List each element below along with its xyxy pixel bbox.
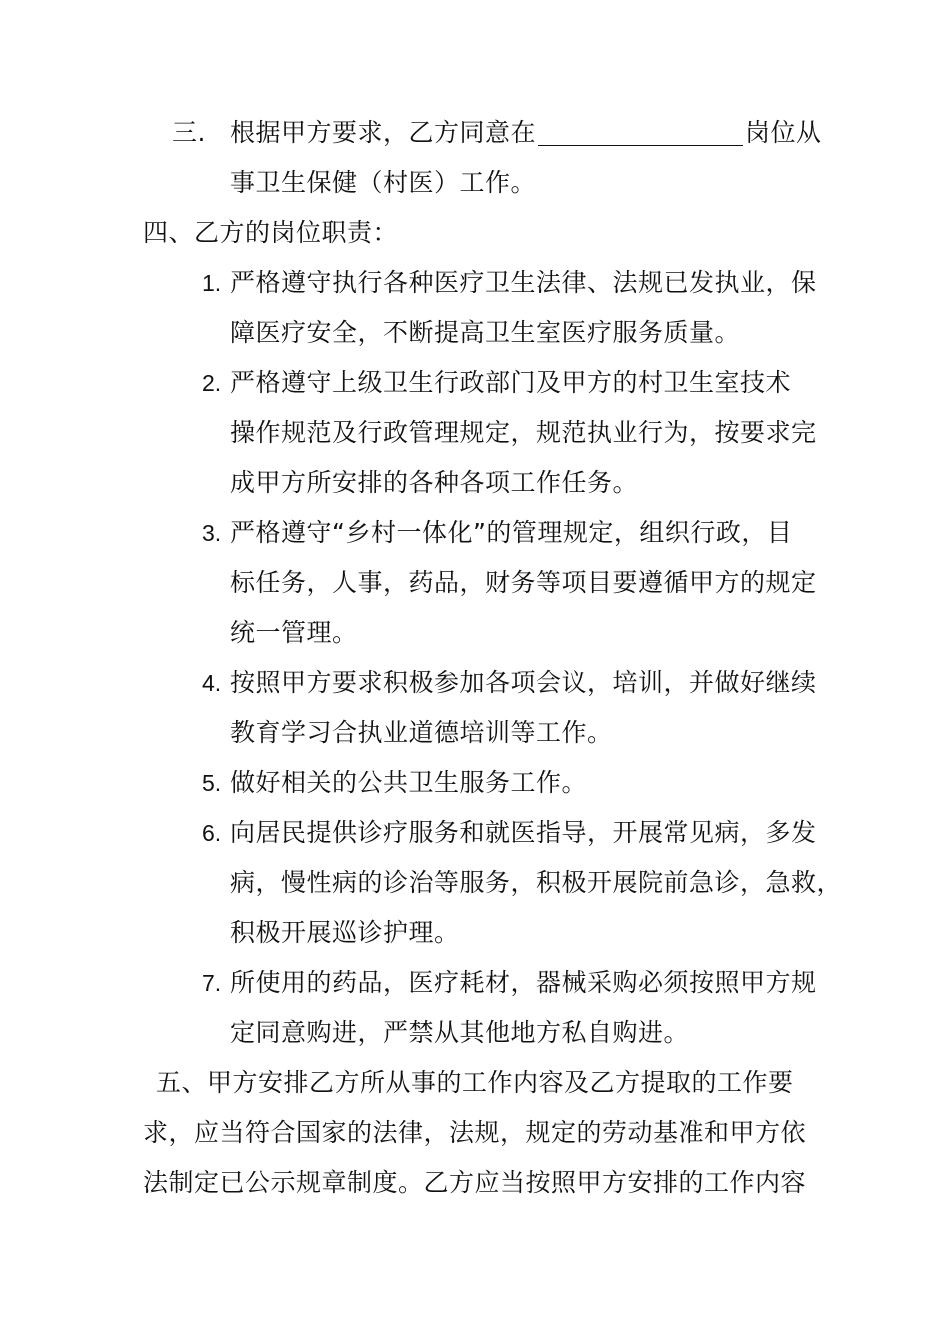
item-4-number: 4. xyxy=(202,670,222,696)
item-1-number: 1. xyxy=(202,270,222,296)
section-3-line-2: 事卫生保健（村医）工作。 xyxy=(230,168,537,197)
item-4-line-2: 教育学习合执业道德培训等工作。 xyxy=(230,718,613,747)
item-6-line-2: 病，慢性病的诊治等服务，积极开展院前急诊，急救， xyxy=(230,868,843,897)
section-3-number: 三. xyxy=(172,118,206,147)
item-2-number: 2. xyxy=(202,370,222,396)
item-7-line-1: 所使用的药品，医疗耗材，器械采购必须按照甲方规 xyxy=(230,968,817,997)
item-3-line-1: 严格遵守“乡村一体化”的管理规定，组织行政，目 xyxy=(230,518,793,547)
item-7-number: 7. xyxy=(202,970,222,996)
item-3-number: 3. xyxy=(202,520,222,546)
item-1-line-2: 障医疗安全，不断提高卫生室医疗服务质量。 xyxy=(230,318,741,347)
item-5-number: 5. xyxy=(202,770,222,796)
item-3-line-2: 标任务，人事，药品，财务等项目要遵循甲方的规定 xyxy=(230,568,817,597)
item-2-line-3: 成甲方所安排的各种各项工作任务。 xyxy=(230,468,639,497)
item-7-line-2: 定同意购进，严禁从其他地方私自购进。 xyxy=(230,1018,690,1047)
item-6-line-1: 向居民提供诊疗服务和就医指导，开展常见病，多发 xyxy=(230,818,817,847)
item-2-line-1: 严格遵守上级卫生行政部门及甲方的村卫生室技术 xyxy=(230,368,792,397)
section-5-line-3: 法制定已公示规章制度。乙方应当按照甲方安排的工作内容 xyxy=(143,1168,807,1197)
item-6-line-3: 积极开展巡诊护理。 xyxy=(230,918,460,947)
item-4-line-1: 按照甲方要求积极参加各项会议，培训，并做好继续 xyxy=(230,668,817,697)
section-3-text-after-blank: 岗位从 xyxy=(745,118,822,147)
section-4-heading: 四、乙方的岗位职责： xyxy=(143,218,399,247)
section-5-line-1: 五、甲方安排乙方所从事的工作内容及乙方提取的工作要 xyxy=(156,1068,794,1097)
section-3-line-1 xyxy=(230,117,822,149)
item-1-line-1: 严格遵守执行各种医疗卫生法律、法规已发执业，保 xyxy=(230,268,817,297)
item-6-number: 6. xyxy=(202,820,222,846)
item-3-line-3: 统一管理。 xyxy=(230,618,358,647)
position-blank-field[interactable] xyxy=(538,117,743,146)
section-5-line-2: 求，应当符合国家的法律，法规，规定的劳动基准和甲方依 xyxy=(143,1118,807,1147)
section-3-text-before-blank: 根据甲方要求，乙方同意在 xyxy=(230,118,537,147)
item-2-line-2: 操作规范及行政管理规定，规范执业行为，按要求完 xyxy=(230,418,817,447)
item-5-line-1: 做好相关的公共卫生服务工作。 xyxy=(230,768,588,797)
